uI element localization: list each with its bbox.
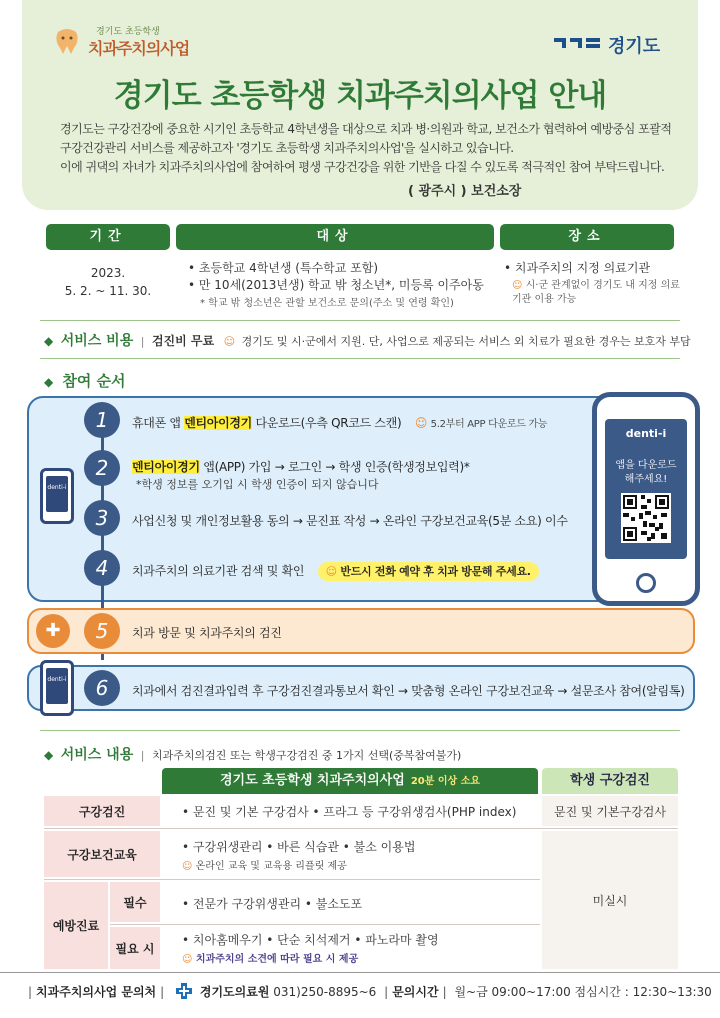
step-text-main: 치과주치의 의료기관 검색 및 확인 [132, 564, 305, 578]
target-header: 대상 [176, 224, 494, 250]
step-number: 2 [84, 450, 120, 486]
footer-divider [0, 972, 720, 973]
step-text: 사업신청 및 개인정보활용 동의 → 문진표 작성 → 온라인 구강보건교육(5분 소요) 이수 [132, 514, 568, 528]
tooth-icon: ☺ [182, 861, 193, 872]
diamond-icon: ◆ [44, 748, 54, 762]
period-value [48, 264, 168, 300]
separator: | [28, 985, 33, 999]
divider [40, 730, 680, 731]
step-text-pre: 휴대폰 앱 [132, 416, 185, 430]
service-main-header-text: 경기도 초등학생 치과주치의사업 [219, 773, 405, 788]
tooth-icon: ☺ [512, 280, 523, 291]
intro-text [60, 120, 680, 177]
step-text-post: 다운로드(우측 QR코드 스캔) [251, 416, 402, 430]
separator: | [140, 749, 145, 762]
logo-subtitle: 경기도 초등학생 [96, 27, 160, 37]
gyeonggi-mark-icon [552, 36, 602, 50]
separator: | [384, 985, 389, 999]
education-items: • 구강위생관리 • 바른 식습관 • 불소 이용법 [182, 840, 416, 854]
optional-items: • 치아홈메우기 • 단순 치석제거 • 파노라마 촬영 [182, 933, 439, 947]
step-number: 6 [84, 670, 120, 706]
step-5-bar [27, 608, 695, 654]
row-body-exam: • 문진 및 기본 구강검사 • 프라그 등 구강위생검사(PHP index) [162, 796, 538, 826]
tooth-icon: ☺ [414, 416, 428, 430]
target-item: • 만 10세(2013년생) 학교 밖 청소년*, 미등록 이주아동 [188, 278, 484, 292]
diamond-icon: ◆ [44, 375, 54, 389]
optional-note [182, 950, 538, 965]
service-detail: 치과주치의검진 또는 학생구강검진 중 1가지 선택(중복참여불가) [151, 749, 462, 762]
row-label-exam: 구강검진 [44, 796, 160, 826]
logo-title: 치과주치의사업 [88, 39, 190, 58]
divider [40, 358, 680, 359]
qr-code[interactable] [621, 493, 671, 543]
steps-title: 참여 순서 [62, 372, 126, 390]
reservation-note [318, 562, 539, 581]
place-header: 장소 [500, 224, 674, 250]
row-body-optional [162, 927, 538, 969]
gyeonggi-logo-text: 경기도 [608, 36, 661, 57]
tooth-icon: ☺ [223, 335, 236, 348]
row-body-education [162, 834, 538, 876]
tooth-icon: ☺ [182, 954, 193, 965]
phone-icon [40, 660, 74, 716]
period-range: 5. 2. ~ 11. 30. [64, 284, 152, 298]
row-divider [44, 879, 540, 880]
download-message-line: 해주세요! [624, 474, 668, 485]
phone-home-button [636, 573, 656, 593]
medical-cross-icon [175, 982, 193, 1000]
download-message-line: 앱을 다운로드 [615, 460, 677, 471]
period-year: 2023. [90, 266, 126, 280]
app-logo: denti-i [625, 427, 667, 440]
service-line [44, 744, 461, 764]
phone-icon [40, 468, 74, 524]
steps-section-title [44, 370, 126, 391]
row-divider [44, 828, 678, 829]
app-screen: denti-i [46, 476, 68, 512]
cost-free: 검진비 무료 [151, 334, 215, 348]
place-note-text: 시·군 관계없이 경기도 내 지정 의료기관 이용 가능 [512, 280, 680, 305]
app-screen: denti-i [46, 668, 68, 704]
service-side-header: 학생 구강검진 [542, 768, 678, 794]
step-number: 5 [84, 613, 120, 649]
separator: | [442, 985, 447, 999]
step-text [132, 458, 470, 475]
app-name-highlight: 덴티아이경기 [184, 416, 252, 430]
diamond-icon: ◆ [44, 334, 54, 348]
target-item: • 초등학교 4학년생 (특수학교 포함) [188, 261, 379, 275]
row-label-optional: 필요 시 [110, 927, 160, 969]
separator: | [140, 335, 145, 348]
step-text [132, 562, 539, 579]
education-note-text: 온라인 교육 및 교육용 리플릿 제공 [195, 861, 347, 872]
cost-label: 서비스 비용 [60, 333, 134, 349]
row-label-required: 필수 [110, 882, 160, 922]
cost-detail: 경기도 및 시·군에서 지원. 단, 사업으로 제공되는 서비스 외 치료가 필요한 경우는 보호자 부담 [241, 335, 691, 348]
qr-phone-screen [605, 419, 687, 559]
tooth-icon: ☺ [325, 565, 337, 578]
optional-note-text: 치과주치의 소견에 따라 필요 시 제공 [195, 954, 359, 965]
org-name: 경기도의료원 [199, 985, 270, 999]
step-text-post: 앱(APP) 가입 → 로그인 → 학생 인증(학생정보입력)* [199, 460, 470, 474]
dental-chair-icon: ✚ [36, 614, 70, 648]
step-text: 치과 방문 및 치과주치의 검진 [132, 626, 282, 640]
signature: ( 광주시 ) 보건소장 [408, 184, 522, 199]
step-number: 3 [84, 500, 120, 536]
step-text [132, 414, 547, 431]
cost-line [44, 330, 691, 350]
service-label: 서비스 내용 [60, 747, 134, 763]
row-side-not-provided: 미실시 [542, 831, 678, 969]
service-main-header-note: 20분 이상 소요 [410, 776, 481, 787]
education-note [182, 857, 538, 872]
target-list [188, 260, 488, 294]
hours-value: 월~금 09:00~17:00 점심시간 : 12:30~13:30 [454, 985, 712, 999]
intro-line-3: 이에 귀댁의 자녀가 치과주치의사업에 참여하여 평생 구강건강을 위한 기반을 다질 수 있도록 적극적인 참여 부탁드립니다. [60, 160, 665, 174]
place-item: • 치과주치의 지정 의료기관 [504, 261, 651, 275]
program-logo [52, 24, 212, 60]
contact-phone[interactable]: 031)250-8895~6 [273, 985, 377, 999]
row-label-prevention: 예방진료 [44, 882, 108, 969]
place-list [504, 260, 684, 277]
contact-label: 치과주치의사업 문의처 [36, 985, 157, 999]
gyeonggi-logo [552, 32, 672, 56]
row-side-exam: 문진 및 기본구강검사 [542, 796, 678, 826]
step-note: *학생 정보를 오기입 시 학생 인증이 되지 않습니다 [136, 478, 379, 491]
qr-phone [592, 392, 700, 606]
divider [40, 320, 680, 321]
step-note: 5.2부터 APP 다운로드 가능 [430, 419, 548, 430]
step-number: 4 [84, 550, 120, 586]
step-number: 1 [84, 402, 120, 438]
page-title: 경기도 초등학생 치과주치의사업 안내 [113, 78, 607, 114]
footer [24, 982, 712, 1000]
place-note [512, 279, 682, 307]
intro-line-2: 구강건강관리 서비스를 제공하고자 '경기도 초등학생 치과주치의사업'을 실시하고 있습니다. [60, 141, 514, 155]
row-body-required: • 전문가 구강위생관리 • 불소도포 [162, 882, 538, 922]
reservation-note-text: 반드시 전화 예약 후 치과 방문해 주세요. [340, 565, 531, 578]
tooth-icon [52, 26, 82, 56]
row-label-education: 구강보건교육 [44, 831, 160, 877]
download-message [605, 459, 687, 487]
row-divider [110, 924, 540, 925]
separator: | [160, 985, 165, 999]
step-text: 치과에서 검진결과입력 후 구강검진결과통보서 확인 → 맞춤형 온라인 구강보건교육 → 설문조사 참여(알림톡) [132, 684, 685, 698]
app-name-highlight: 덴티아이경기 [132, 460, 200, 474]
period-header: 기간 [46, 224, 170, 250]
intro-line-1: 경기도는 구강건강에 중요한 시기인 초등학교 4학년생을 대상으로 치과 병·의원과 학교, 보건소가 협력하여 예방중심 포괄적 [60, 122, 672, 136]
hours-label: 문의시간 [392, 985, 439, 999]
service-main-header [162, 768, 538, 794]
target-note: * 학교 밖 청소년은 관할 보건소로 문의(주소 및 연령 확인) [200, 298, 454, 309]
